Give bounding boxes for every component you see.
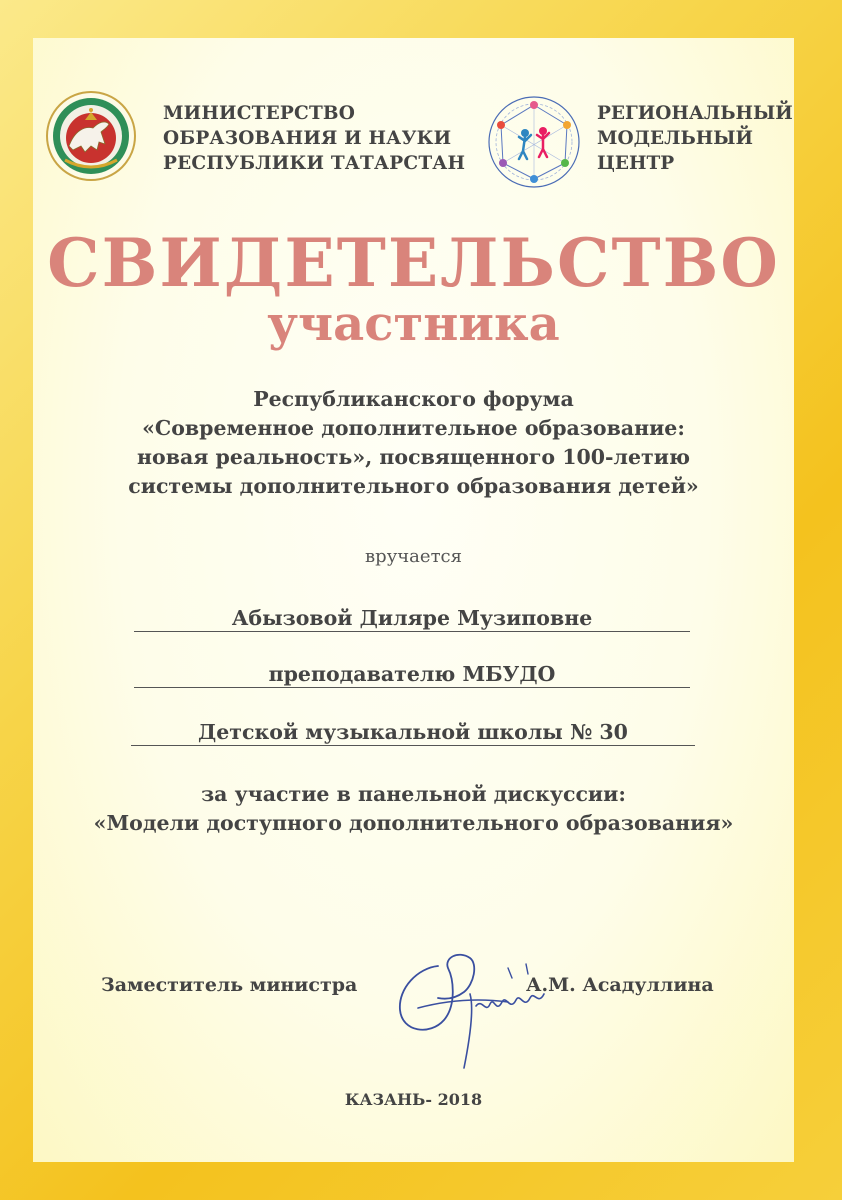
recipient-organization: Детской музыкальной школы № 30	[131, 720, 695, 746]
forum-line: новая реальность», посвященного 100-летию	[137, 445, 690, 469]
regional-center-logo-icon	[485, 93, 583, 191]
recipient-name: Абызовой Диляре Музиповне	[134, 606, 690, 632]
awarded-label: вручается	[365, 546, 462, 567]
tatarstan-emblem-icon	[45, 90, 137, 182]
ministry-name	[163, 101, 465, 176]
reason-line: за участие в панельной дискуссии:	[201, 782, 626, 806]
forum-line: Республиканского форума	[253, 387, 574, 411]
forum-description	[33, 385, 794, 501]
ministry-line: РЕСПУБЛИКИ ТАТАРСТАН	[163, 153, 466, 174]
center-line: МОДЕЛЬНЫЙ	[597, 128, 753, 149]
ministry-line: ОБРАЗОВАНИЯ И НАУКИ	[163, 128, 452, 149]
signatory-role: Заместитель министра	[101, 974, 358, 996]
regional-center-name	[597, 101, 793, 176]
forum-line: системы дополнительного образования детей»	[128, 474, 699, 498]
participation-reason	[33, 780, 794, 838]
signature-icon	[378, 928, 563, 1078]
reason-line: «Модели доступного дополнительного образования»	[93, 811, 734, 835]
forum-line: «Современное дополнительное образование:	[142, 416, 685, 440]
center-line: РЕГИОНАЛЬНЫЙ	[597, 103, 793, 124]
certificate-subtitle: участника	[267, 296, 560, 352]
city-year: КАЗАНЬ- 2018	[344, 1090, 483, 1109]
center-line: ЦЕНТР	[597, 153, 675, 174]
recipient-position: преподавателю МБУДО	[134, 662, 690, 688]
signatory-name: А.М. Асадуллина	[526, 974, 714, 996]
certificate-sheet	[33, 38, 794, 1162]
ministry-line: МИНИСТЕРСТВО	[163, 103, 356, 124]
certificate-title: СВИДЕТЕЛЬСТВО	[47, 224, 780, 302]
